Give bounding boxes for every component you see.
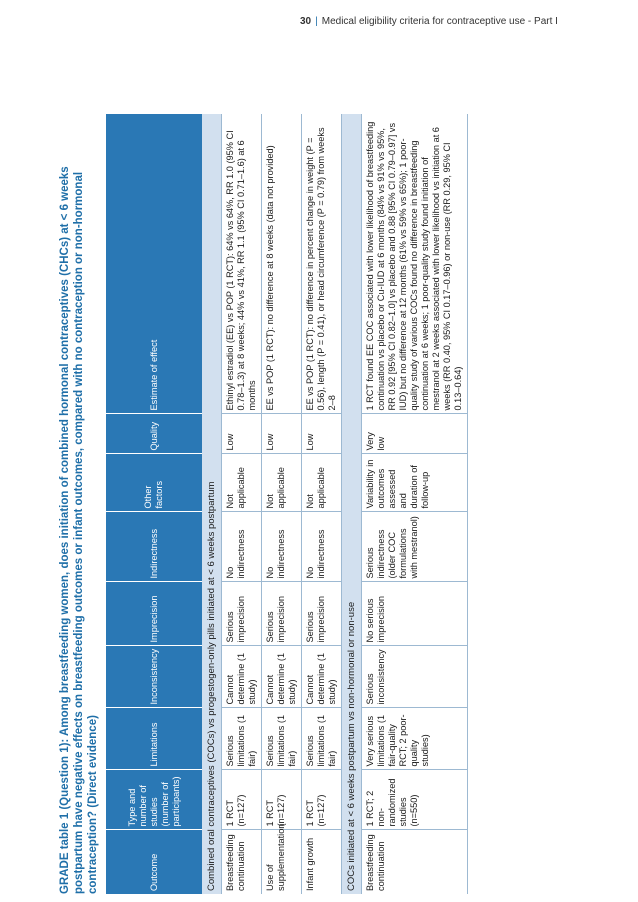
cell-outcome: Infant growth (302, 830, 342, 894)
cell-quality: Low (222, 414, 262, 454)
cell-studies: 1 RCT (n=127) (262, 770, 302, 830)
cell-limitations: Serious limitations (1 fair) (222, 708, 262, 770)
col-header-inconsistency: Inconsistency (106, 646, 202, 708)
cell-limitations: Serious limitations (1 fair) (302, 708, 342, 770)
cell-inconsistency: Cannot determine (1 study) (262, 646, 302, 708)
page-number: 30 (300, 16, 312, 27)
col-header-quality: Quality (106, 414, 202, 454)
cell-quality: Low (302, 414, 342, 454)
cell-indirectness: No indirectness (262, 512, 302, 582)
cell-quality: Very low (362, 414, 468, 454)
cell-indirectness: Serious indirectness (older COC formulations with mestranol) (362, 512, 468, 582)
table-row (262, 114, 302, 894)
cell-studies: 1 RCT; 2 non-randomized studies (n=550) (362, 770, 468, 830)
section-label: COCs initiated at < 6 weeks postpartum vs non-hormonal or non-use (342, 114, 362, 894)
col-header-outcome: Outcome (106, 830, 202, 894)
section-row (202, 114, 222, 894)
section-label: Combined oral contraceptives (COCs) vs progestogen-only pills initiated at < 6 weeks postpartum (202, 114, 222, 894)
header-separator: | (315, 16, 318, 27)
cell-imprecision: Serious imprecision (302, 582, 342, 646)
cell-imprecision: No serious imprecision (362, 582, 468, 646)
table-row (362, 114, 468, 894)
table-row (302, 114, 342, 894)
cell-indirectness: No indirectness (222, 512, 262, 582)
col-header-studies: Type and number of studies (number of participants) (106, 770, 202, 830)
header-row (106, 114, 202, 894)
page-header (300, 16, 620, 27)
col-header-limitations: Limitations (106, 708, 202, 770)
cell-imprecision: Serious imprecision (262, 582, 302, 646)
cell-other-factors: Not applicable (302, 454, 342, 512)
cell-limitations: Very serious limitations (1 fair-quality RCT; 2 poor-quality studies) (362, 708, 468, 770)
cell-estimate: Ethinyl estradiol (EE) vs POP (1 RCT): 64% vs 64%, RR 1.0 (95% CI 0.78–1.3) at 8 weeks; 44% vs 41%, RR 1.1 (95% CI 0.71–1.6) at 6 months (222, 114, 262, 414)
table-title: GRADE table 1 (Question 1): Among breastfeeding women, does initiation of combined hormonal contraceptives (CHCs) at < 6 weeks postpartum have negative effects on breastfeeding outcomes or infant outcomes, compared with no contraception or non-hormonal contraception? (Direct evidence) (59, 166, 99, 894)
cell-inconsistency: Cannot determine (1 study) (302, 646, 342, 708)
col-header-estimate: Estimate of effect (106, 114, 202, 414)
cell-inconsistency: Serious inconsistency (362, 646, 468, 708)
cell-other-factors: Variability in outcomes assessed and duration of follow-up (362, 454, 468, 512)
cell-studies: 1 RCT (n=127) (302, 770, 342, 830)
cell-indirectness: No indirectness (302, 512, 342, 582)
cell-imprecision: Serious imprecision (222, 582, 262, 646)
section-row (342, 114, 362, 894)
running-title: Medical eligibility criteria for contraceptive use - Part I (321, 16, 558, 27)
col-header-other-factors: Other factors (106, 454, 202, 512)
grade-table (106, 114, 468, 895)
cell-inconsistency: Cannot determine (1 study) (222, 646, 262, 708)
cell-other-factors: Not applicable (262, 454, 302, 512)
table-row (222, 114, 262, 894)
cell-limitations: Serious limitations (1 fair) (262, 708, 302, 770)
cell-outcome: Use of supplementation (262, 830, 302, 894)
rotated-table-block (58, 114, 578, 894)
cell-estimate: 1 RCT found EE COC associated with lower likelihood of breastfeeding continuation vs placebo or Cu-IUD at 6 months (84% vs 91% vs 95%, RR 0.92 [95% CI 0.82–1.0] vs placebo and 0.88 [95% CI 0.79–0.97] vs IUD) but no difference at 12 months (61% vs 59% vs 65%); 1 poor-quality study of various COCs found no difference in breastfeeding continuation at 6 weeks; 1 poor-quality study found initiation of mestranol at 2 weeks associated with lower likelihood vs initiation at 6 weeks (RR 0.40, 95% CI 0.17–0.96) or non-use (RR 0.29, 95% CI 0.13–0.64) (362, 114, 468, 414)
cell-outcome: Breastfeeding continuation (362, 830, 468, 894)
cell-quality: Low (262, 414, 302, 454)
cell-estimate: EE vs POP (1 RCT): no difference at 8 weeks (data not provided) (262, 114, 302, 414)
col-header-indirectness: Indirectness (106, 512, 202, 582)
cell-other-factors: Not applicable (222, 454, 262, 512)
cell-outcome: Breastfeeding continuation (222, 830, 262, 894)
cell-estimate: EE vs POP (1 RCT): no difference in percent change in weight (P = 0.56), length (P = 0.41), or head circumference (P = 0.79) from weeks 2–8 (302, 114, 342, 414)
col-header-imprecision: Imprecision (106, 582, 202, 646)
cell-studies: 1 RCT (n=127) (222, 770, 262, 830)
